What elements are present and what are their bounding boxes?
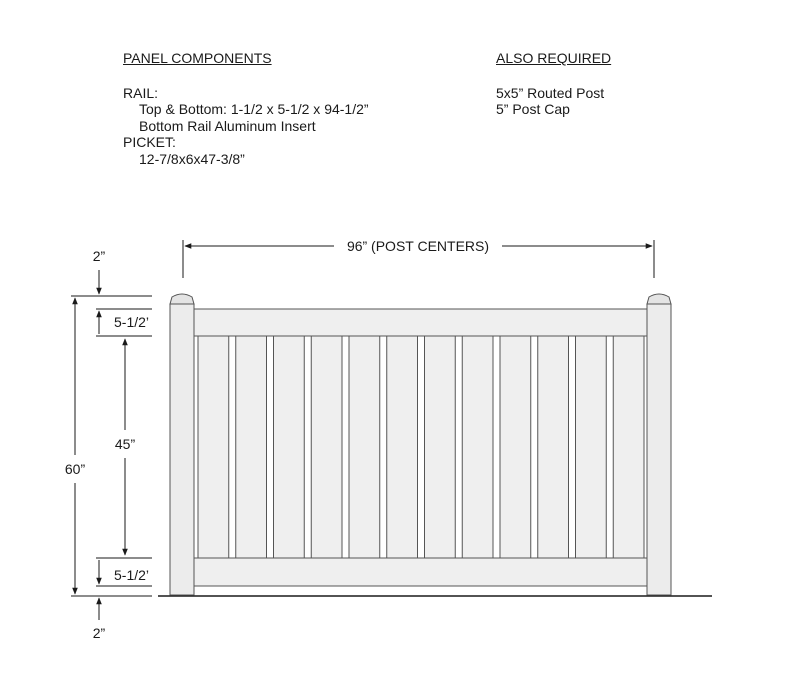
left-post-cap	[170, 294, 194, 304]
picket	[198, 336, 229, 558]
picket	[613, 336, 644, 558]
picket	[236, 336, 267, 558]
picket	[462, 336, 493, 558]
rail-top-bottom-spec: Top & Bottom: 1-1/2 x 5-1/2 x 94-1/2”	[139, 101, 369, 117]
picket-height-label: 45”	[114, 436, 136, 452]
total-height-label: 60”	[64, 461, 86, 477]
right-post-cap	[647, 294, 671, 304]
panel-components-heading: PANEL COMPONENTS	[123, 50, 272, 66]
rail-label: RAIL:	[123, 84, 159, 101]
picket	[538, 336, 569, 558]
also-required-heading: ALSO REQUIRED	[496, 50, 612, 66]
top-gap-label: 2”	[92, 248, 106, 264]
picket-label: PICKET:	[123, 134, 176, 150]
picket	[274, 336, 305, 558]
bottom-rail	[193, 558, 649, 586]
top-rail	[193, 309, 649, 336]
picket	[425, 336, 456, 558]
picket	[576, 336, 607, 558]
post-cap-spec: 5” Post Cap	[496, 101, 570, 117]
right-post	[647, 294, 671, 595]
bottom-rail-dimension-label: 5-1/2’	[114, 567, 150, 583]
picket	[311, 336, 342, 558]
routed-post-spec: 5x5” Routed Post	[496, 84, 605, 101]
width-dimension-label: 96” (POST CENTERS)	[346, 238, 490, 254]
left-post	[170, 294, 194, 595]
picket-size-spec: 12-7/8x6x47-3/8”	[139, 150, 245, 167]
top-rail-dimension-label: 5-1/2’	[114, 314, 150, 330]
picket	[349, 336, 380, 558]
bottom-gap-label: 2”	[92, 625, 106, 641]
rail-insert-spec: Bottom Rail Aluminum Insert	[139, 117, 316, 134]
pickets-group	[198, 336, 644, 558]
picket	[500, 336, 531, 558]
picket	[387, 336, 418, 558]
